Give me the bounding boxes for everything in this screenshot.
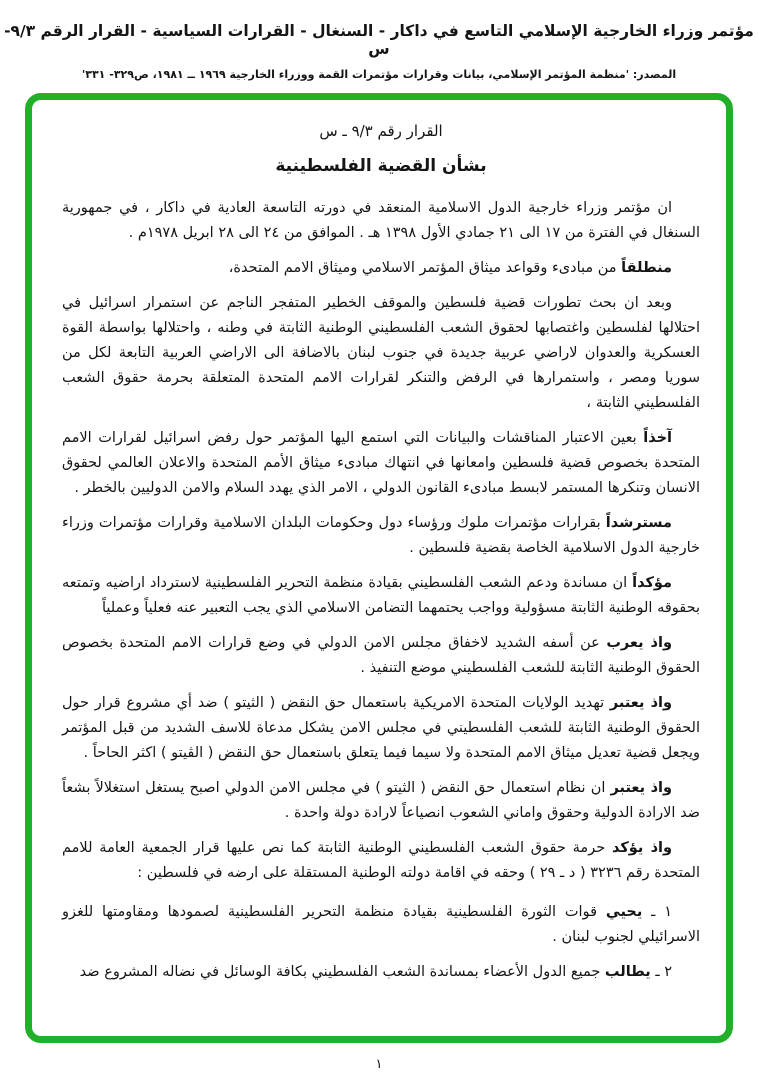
paragraph-lead: آخذاً	[643, 430, 672, 446]
item-lead: يطالب	[604, 964, 651, 980]
paragraph-lead: واذ يعرب	[606, 635, 672, 651]
paragraph-3	[62, 291, 700, 416]
list-item-2	[62, 960, 700, 985]
header-source: المصدر: 'منظمة المؤتمر الإسلامي، بيانات وقرارات مؤتمرات القمة ووزراء الخارجية ١٩٦٩ ــ ١٩٨١، ص٣٢٩- ٣٣١'	[81, 68, 677, 81]
paragraph-text: ان مؤتمر وزراء خارجية الدول الاسلامية المنعقد في دورته التاسعة العادية في داكار ، في جمهورية السنغال في الفترة من ١٧ الى ٢١ جمادي الأول ١٣٩٨ هـ . الموافق من ٢٤ الى ٢٨ ابريل ١٩٧٨م .	[62, 200, 700, 241]
paragraph-text: وبعد ان بحث تطورات قضية فلسطين والموقف الخطير المتفجر الناجم عن استمرار اسرائيل في احتلالها لفلسطين واغتصابها لحقوق الشعب الفلسطيني الوطنية الثابتة في وطنه ، واحتلالها بواسطة القوة العسكرية والعدوان لاراضي عربية جديدة في جنوب لبنان بالاضافة الى الاراضي العربية التابعة لكل من سوريا ومصر ، واستمرارها في الرفض والتنكر لقرارات الامم المتحدة المتعلقة بحرمة حقوق الشعب الفلسطيني الثابتة ،	[62, 295, 700, 411]
paragraph-lead: واذ يؤكد	[611, 840, 673, 856]
paragraph-text: عن أسفه الشديد لاخفاق مجلس الامن الدولي في وضع قرارات الامم المتحدة بخصوص الحقوق الوطنية الثابتة للشعب الفلسطيني موضع التنفيذ .	[62, 635, 700, 676]
item-text: جميع الدول الأعضاء بمساندة الشعب الفلسطيني بكافة الوسائل في نضاله المشروع ضد	[79, 964, 601, 980]
paragraph-4	[62, 426, 700, 501]
paragraph-text: تهديد الولايات المتحدة الامريكية باستعمال حق النقض ( الثيتو ) ضد أي مشروع قرار حول الحقوق الوطنية الثابتة للشعب الفلسطيني في مجلس الامن يشكل مدعاة للاسف الشديد من قبل المؤتمر ويجعل قضية تعديل ميثاق الامم المتحدة ولا سيما فيما يتعلق باستعمال حق النقض ( الڤيتو ) اكثر الحاحاً .	[62, 695, 700, 761]
paragraph-1	[62, 196, 700, 246]
paragraph-text: حرمة حقوق الشعب الفلسطيني الوطنية الثابتة كما نص عليها قرار الجمعية العامة للامم المتحدة رقم ٣٢٣٦ ( د ـ ٢٩ ) وحقه في اقامة دولته الوطنية المستقلة على ارضه في فلسطين :	[62, 840, 700, 881]
resolution-subject: بشأن القضية الفلسطينية	[275, 156, 487, 176]
paragraph-9	[62, 776, 700, 826]
paragraph-8	[62, 691, 700, 766]
paragraph-lead: واذ يعتبر	[610, 780, 673, 796]
document-frame	[25, 93, 733, 1043]
resolution-body	[62, 196, 700, 886]
resolution-items	[62, 900, 700, 985]
paragraph-text: ان مساندة ودعم الشعب الفلسطيني بقيادة منظمة التحرير الفلسطينية لاسترداد اراضيه وتمتعه بحقوقه الوطنية الثابتة مسؤولية وواجب يحتمهما التضامن الاسلامي الذي يجب التعبير عنه فعلياً وعملياً	[62, 575, 700, 616]
paragraph-text: بعين الاعتبار المناقشات والبيانات التي استمع اليها المؤتمر حول رفض اسرائيل لقرارات الامم المتحدة بخصوص قضية فلسطين وامعانها في انتهاك مبادىء ميثاق الأمم المتحدة والاعلان العالمي لحقوق الانسان وتنكرها المستمر لابسط مبادىء القانون الدولي ، الامر الذي يهدد السلام والامن الدوليين بالخطر .	[62, 430, 700, 496]
item-lead: يحيي	[605, 904, 643, 920]
paragraph-10	[62, 836, 700, 886]
page-number: ١	[375, 1057, 383, 1072]
page-header	[0, 22, 758, 81]
item-number: ٢ ـ	[655, 964, 672, 980]
paragraph-text: ان نظام استعمال حق النقض ( الثيتو ) في مجلس الامن الدولي اصبح يستغل استغلالاً بشعاً ضد الارادة الدولية وحقوق واماني الشعوب انصياعاً لارادة دولة واحدة .	[62, 780, 700, 821]
item-text: قوات الثورة الفلسطينية بقيادة منظمة التحرير الفلسطينية لصمودها ومقاومتها للغزو الاسرائيلي لجنوب لبنان .	[62, 904, 700, 945]
paragraph-lead: واذ يعتبر	[609, 695, 673, 711]
paragraph-lead: مؤكداً	[632, 575, 673, 591]
paragraph-5	[62, 511, 700, 561]
paragraph-lead: منطلقاً	[621, 260, 672, 276]
item-number: ١ ـ	[651, 904, 673, 920]
paragraph-text: من مبادىء وقواعد ميثاق المؤتمر الاسلامي وميثاق الامم المتحدة،	[228, 260, 617, 276]
header-title: مؤتمر وزراء الخارجية الإسلامي التاسع في داكار - السنغال - القرارات السياسية - القرار الرقم ٩/٣- س	[4, 22, 754, 58]
paragraph-lead: مسترشداً	[605, 515, 672, 531]
paragraph-text: بقرارات مؤتمرات ملوك ورؤساء دول وحكومات البلدان الاسلامية وقرارات مؤتمرات وزراء خارجية الدول الاسلامية الخاصة بقضية فلسطين .	[62, 515, 700, 556]
paragraph-6	[62, 571, 700, 621]
resolution-number: القرار رقم ٩/٣ ـ س	[319, 122, 443, 140]
list-item-1	[62, 900, 700, 950]
paragraph-2	[62, 256, 700, 281]
paragraph-7	[62, 631, 700, 681]
